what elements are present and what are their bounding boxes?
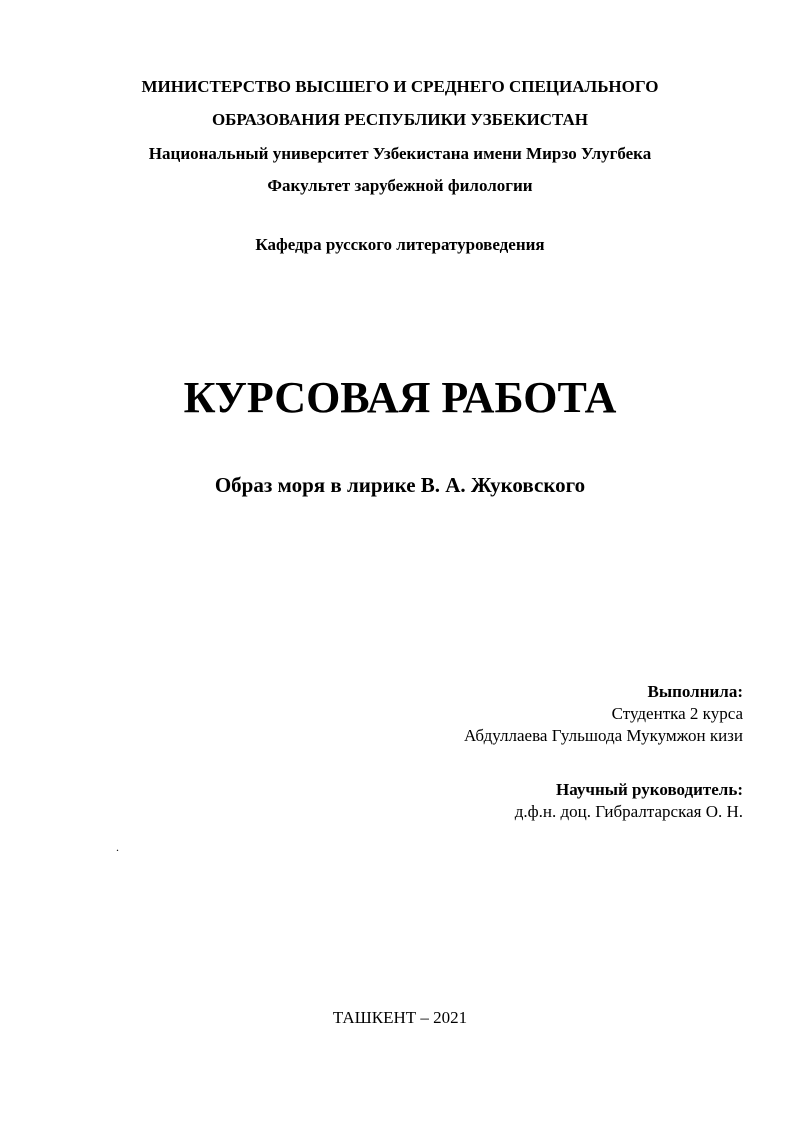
document-title: КУРСОВАЯ РАБОТА <box>183 373 617 422</box>
author-status: Студентка 2 курса <box>611 704 743 723</box>
department-name: Кафедра русского литературоведения <box>255 235 545 254</box>
author-label: Выполнила: <box>647 682 743 701</box>
ministry-line-1: МИНИСТЕРСТВО ВЫСШЕГО И СРЕДНЕГО СПЕЦИАЛЬНОГО <box>141 77 659 96</box>
supervisor-name: д.ф.н. доц. Гибралтарская О. Н. <box>514 802 743 821</box>
supervisor-label: Научный руководитель: <box>556 780 743 799</box>
footer-city-year: ТАШКЕНТ – 2021 <box>332 1008 468 1027</box>
ministry-line-2: ОБРАЗОВАНИЯ РЕСПУБЛИКИ УЗБЕКИСТАН <box>211 110 589 129</box>
author-name: Абдуллаева Гульшода Мукумжон кизи <box>464 726 743 745</box>
university-name: Национальный университет Узбекистана имени Мирзо Улугбека <box>148 144 652 163</box>
document-subtitle: Образ моря в лирике В. А. Жуковского <box>214 473 586 497</box>
stray-dot: . <box>116 840 119 854</box>
faculty-name: Факультет зарубежной филологии <box>267 176 533 195</box>
